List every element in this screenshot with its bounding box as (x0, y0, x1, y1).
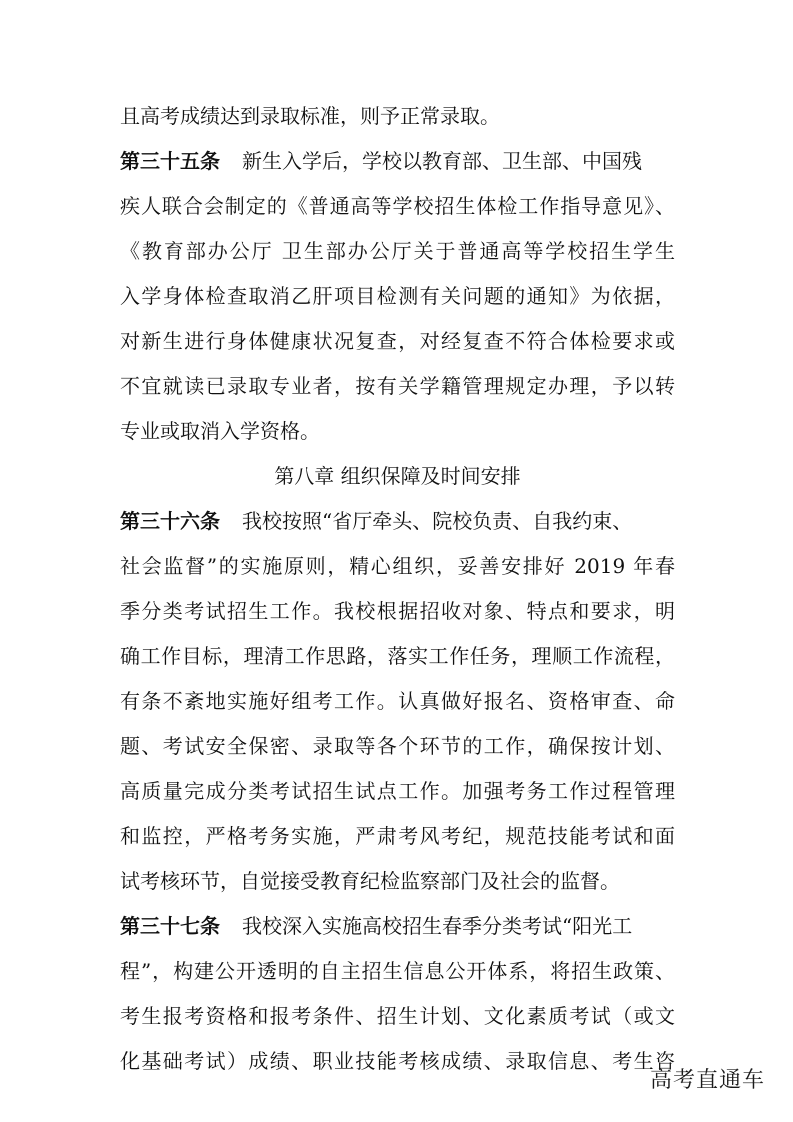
article-36-line-8: 和监控，严格考务实施，严肃考风考纪，规范技能考试和面 (120, 824, 675, 848)
article-36-line-1: 我校按照“省厅牵头、院校负责、自我约束、 (242, 509, 633, 533)
article-35-line-4: 入学身体检查取消乙肝项目检测有关问题的通知》为依据， (120, 284, 675, 308)
article-35-line-7: 专业或取消入学资格。 (120, 419, 320, 443)
article-35-number: 第三十五条 (120, 149, 220, 173)
document-body (120, 94, 675, 1084)
article-37-line-1: 我校深入实施高校招生春季分类考试“阳光工 (242, 914, 633, 938)
article-35-line-2: 疾人联合会制定的《普通高等学校招生体检工作指导意见》、 (120, 194, 675, 218)
article-35-line-5: 对新生进行身体健康状况复查，对经复查不符合体检要求或 (120, 329, 675, 353)
article-36-line-3: 季分类考试招生工作。我校根据招收对象、特点和要求，明 (120, 599, 675, 623)
article-37-number: 第三十七条 (120, 914, 220, 938)
article-36-line-2: 社会监督”的实施原则，精心组织，妥善安排好 2019 年春 (120, 554, 675, 578)
article-36-number: 第三十六条 (120, 509, 220, 533)
article-36-line-7: 高质量完成分类考试招生试点工作。加强考务工作过程管理 (120, 779, 675, 803)
article-35-line-6: 不宜就读已录取专业者，按有关学籍管理规定办理，予以转 (120, 374, 675, 398)
article-36-line-6: 题、考试安全保密、录取等各个环节的工作，确保按计划、 (120, 734, 675, 758)
article-35-first-line (120, 139, 675, 184)
article-37-line-4: 化基础考试）成绩、职业技能考核成绩、录取信息、考生咨 (120, 1049, 675, 1073)
article-35-line-3: 《教育部办公厅 卫生部办公厅关于普通高等学校招生学生 (120, 239, 675, 263)
article-36-line-4: 确工作目标，理清工作思路，落实工作任务，理顺工作流程， (120, 644, 675, 668)
article-35-line-1: 新生入学后，学校以教育部、卫生部、中国残 (242, 149, 642, 173)
watermark-text: 高考直通车 (649, 1068, 765, 1093)
article-37-line-2: 程”，构建公开透明的自主招生信息公开体系，将招生政策、 (120, 959, 675, 983)
article-37-line-3: 考生报考资格和报考条件、招生计划、文化素质考试（或文 (120, 1004, 675, 1028)
paragraph-line: 且高考成绩达到录取标准，则予正常录取。 (120, 104, 500, 128)
article-36-line-9: 试考核环节，自觉接受教育纪检监察部门及社会的监督。 (120, 869, 620, 893)
chapter-heading: 第八章 组织保障及时间安排 (274, 464, 521, 488)
article-36-line-5: 有条不紊地实施好组考工作。认真做好报名、资格审查、命 (120, 689, 675, 713)
article-36-first-line (120, 499, 675, 544)
article-37-first-line (120, 904, 675, 949)
